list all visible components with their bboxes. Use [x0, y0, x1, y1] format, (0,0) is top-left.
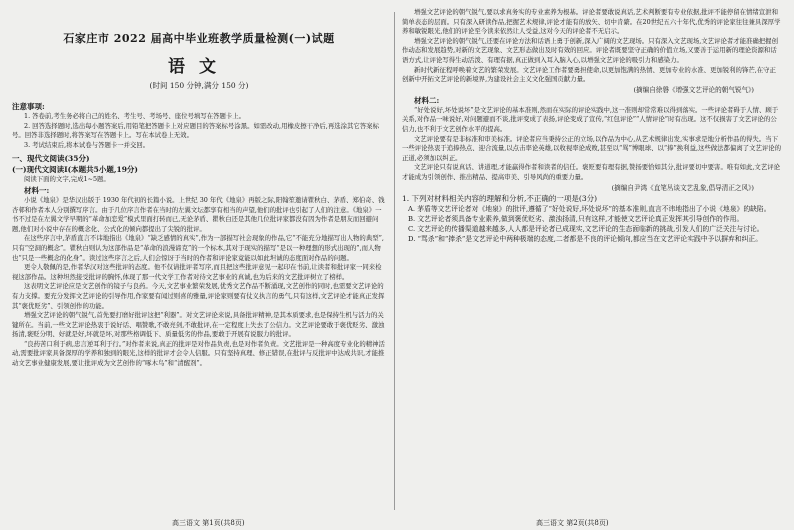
material-1-source: (摘编自徐磐《增强文艺评论的朝气锐气》)	[633, 85, 754, 94]
question-1-stem: 1. 下列对材料相关内容的理解和分析,不正确的一项是(3分)	[402, 193, 598, 203]
time-limit: (时间 150 分钟,满分 150 分)	[149, 81, 249, 90]
material-2-paragraph: “好处说好,坏处说坏”是文艺评论的基本准则,然而在实际的评论实践中,这一准则却常常难以得到落实。一些评论者碍于人情、顾于关系,对作品一味说好,对问题避而不谈,批评变成了表扬,评论变成了宣传,“红包评论”“人情评论”时有出现。这不仅损害了文艺评论的公信力,也不利于文艺创作水平的提高。	[402, 105, 779, 133]
page-1-footer: 高三语文 第1页(共8页)	[172, 519, 245, 527]
material-1-paragraph: 这表明文艺评论应是文艺创作的镜子与良药。今天,文艺事业繁荣发展,优秀文艺作品不断涌现,文艺创作的同时,也需要文艺评论的有力支撑。要充分发挥文艺评论的引导作用,作家要有闻过则喜的雅量,评论家则要有仗义执言的勇气,只有这样,文艺评论才能真正发挥其“褒优贬劣”、引领创作的功能。	[12, 282, 385, 310]
reading-instruction: 阅读下面的文字,完成1~5题。	[24, 175, 110, 184]
material-1-paragraph: 增强文艺评论的朝气锐气,还要在评论方法和话语上勇于创新,深入广阔的文艺现场。只有深入文艺现场,文艺评论者才能准确把握创作动态和发展趋势,对新的文艺现象、文艺形态做出及时有效的回应。评论者既要坚守正确的价值立场,又要善于运用新的理论资源和话语方式,让评论写得生动活泼、有理有据,真正做到入耳入脑入心,以增强文艺评论的吸引力和感染力。	[402, 36, 778, 64]
notice-item: 3. 考试结束后,将本试卷与答题卡一并交回。	[24, 140, 150, 149]
material-2-paragraph: 文艺评论要有是非标准和审美标准。评论者应当秉持公正的立场,以作品为中心,从艺术规律出发,实事求是地分析作品的得失。当下一些评论热衷于追捧热点、迎合流量,以点击率论英雄,以收视率论成败,甚至以“骂”博眼球、以“捧”换利益,这些做法都偏离了文艺评论的正道,必须加以纠正。	[402, 134, 782, 162]
material-1-paragraph: 增强文艺评论的朝气锐气,首先要打磨好批评这把“利器”。对文艺评论来说,具备批评精神,是其本质要求,也是保持生机与活力的关键所在。当前,一些文艺评论热衷于说好话、唱赞歌,不敢亮剑,不敢批评,在一定程度上失去了公信力。文艺评论要敢于褒优贬劣、激浊扬清,褒贬分明、好就是好,坏就是坏,对那些格调低下、质量低劣的作品,要敢于开展有说服力的批评。	[12, 311, 385, 339]
material-2-source: (摘编自尹鸿《直笔丛谈文艺乱象,倡导清正之风》)	[611, 183, 754, 192]
subject-title: 语文	[168, 57, 230, 77]
material-1-paragraph: “良药苦口利于病,忠言逆耳利于行。”对作者来说,真正的批评是对作品负责,也是对作者负责。文艺批评是一种高度专业化的精神活动,需要批评家具备深厚的学养和独到的眼光,这样的批评才会令人信服。只有坚持真理、修正错误,在批评与反批评中达成共识,才能推动文艺事业健康发展,要让批评成为文艺创作的“啄木鸟”和“清醒剂”。	[12, 339, 385, 368]
question-1-option-c: C. 文艺评论的传播渠道越来越多,人人都是评论者已成现实,文艺评论的生态面临新的挑战,引发人们的广泛关注与讨论。	[408, 224, 764, 233]
question-1-option-b: B. 文艺评论者须具备专业素养,做到褒优贬劣、激浊扬清,只有这样,才能使文艺评论真正发挥其引导创作的作用。	[408, 214, 744, 223]
notice-heading: 注意事项:	[12, 102, 45, 111]
material-1-paragraph: 小说《地泉》是华汉出版于 1930 年代初的长篇小说。上世纪 30 年代《地泉》再版之际,阳翰笙邀请瞿秋白、茅盾、郑伯奇、钱杏邨和作者本人分别撰写序言。由于几位序言作者在当时的左翼文坛都享有相当的声望,他们的批评也引起了人们的注意。《地泉》一书不过是在左翼文学早期的“革命加恋爱”模式里面打转而已,无论茅盾、瞿秋白还是其他几位批评家都没有因为作者是朋友而回避问题,他们对小说中存在的概念化、公式化的倾向都提出了尖锐的批评。	[12, 195, 385, 233]
page-2	[402, 8, 782, 516]
material-2-heading: 材料二:	[414, 95, 440, 105]
material-1-paragraph: 增强文艺评论的朝气锐气,要以求真务实的专业素养为根基。评论者要敢说真话,艺术判断要有专业依据,批评不能停留在情绪宣泄和简单表态的层面。只有深入研读作品,把握艺术规律,评论才能有的放矢、切中肯綮。在20世纪五六十年代,优秀的评论家往往兼具深厚学养和敏锐眼光,他们的评论至今读来依然让人受益,这对今天的评论者不无启示。	[402, 8, 781, 36]
material-1-paragraph: 在这些序言中,茅盾直言不讳地指出《地泉》“缺乏感情的真实”,作为一部描写社会现象的作品,它“不能充分地描写出人物的典型”,只有“空洞的概念”。瞿秋白则认为这部作品是“革命的浪漫谛克”的一个标本,其对于现实的描写“是以一种理想的形式出现的”,而人物也“只是一些概念的化身”。读过这些序言之后,人们会惊讶于当时的作者和评论家竟能以如此坦诚的态度面对作品的问题。	[12, 234, 384, 262]
notice-item: 2. 回答选择题时,选出每小题答案后,用铅笔把答题卡上对应题目的答案标号涂黑。如需改动,用橡皮擦干净后,再选涂其它答案标号。回答非选择题时,将答案写在答题卡上。写在本试卷上无效。	[12, 121, 379, 140]
material-1-paragraph: 更令人敬佩的是,作者华汉对这些批评的态度。他不仅请批评者写序,而且把这些批评意见一起印在书前,让读者和批评家一同来检视这部作品。这种坦然接受批评的胸怀,体现了那一代文学工作者对待文艺事业的真诚,也为后来的文艺批评树立了榜样。	[12, 263, 382, 281]
question-1-option-a: A. 茅盾等文艺评论者对《地泉》的批评,遵循了“好处说好,坏处说坏”的基本准则,直言不讳地指出了小说《地泉》的缺陷。	[408, 204, 771, 213]
question-1-option-d: D. “骂杀”和“捧杀”是文艺评论中两种极端的态度,二者都是不良的评论倾向,都应当在文艺评论实践中予以摒弃和纠正。	[408, 234, 762, 243]
exam-title: 石家庄市 2022 届高中毕业班教学质量检测(一)试题	[63, 32, 335, 45]
page-1	[12, 8, 386, 516]
material-2-paragraph: 文艺评论只有说真话、讲道理,才能赢得作者和读者的信任。褒贬要有理有据,赞扬要恰如其分,批评要切中要害。唯有如此,文艺评论才能成为引领创作、推出精品、提高审美、引导风尚的重要力量。	[402, 163, 780, 181]
page-divider	[394, 12, 395, 510]
subsection-heading: (一)现代文阅读Ⅰ(本题共5小题,19分)	[12, 165, 138, 175]
section-heading: 一、现代文阅读(35分)	[12, 154, 90, 164]
notice-item: 1. 答卷前,考生务必将自己的姓名、考生号、考场号、座位号填写在答题卡上。	[24, 112, 246, 120]
page-2-footer: 高三语文 第2页(共8页)	[536, 519, 609, 527]
material-1-paragraph: 新时代新征程呼唤着文艺的繁荣发展。文艺评论工作者要勇担使命,以更加饱满的热情、更加专业的水准、更加锐利的锋芒,在守正创新中开拓文艺评论的新境界,为建设社会主义文化强国贡献力量。	[402, 65, 776, 84]
material-1-heading: 材料一:	[24, 185, 50, 195]
